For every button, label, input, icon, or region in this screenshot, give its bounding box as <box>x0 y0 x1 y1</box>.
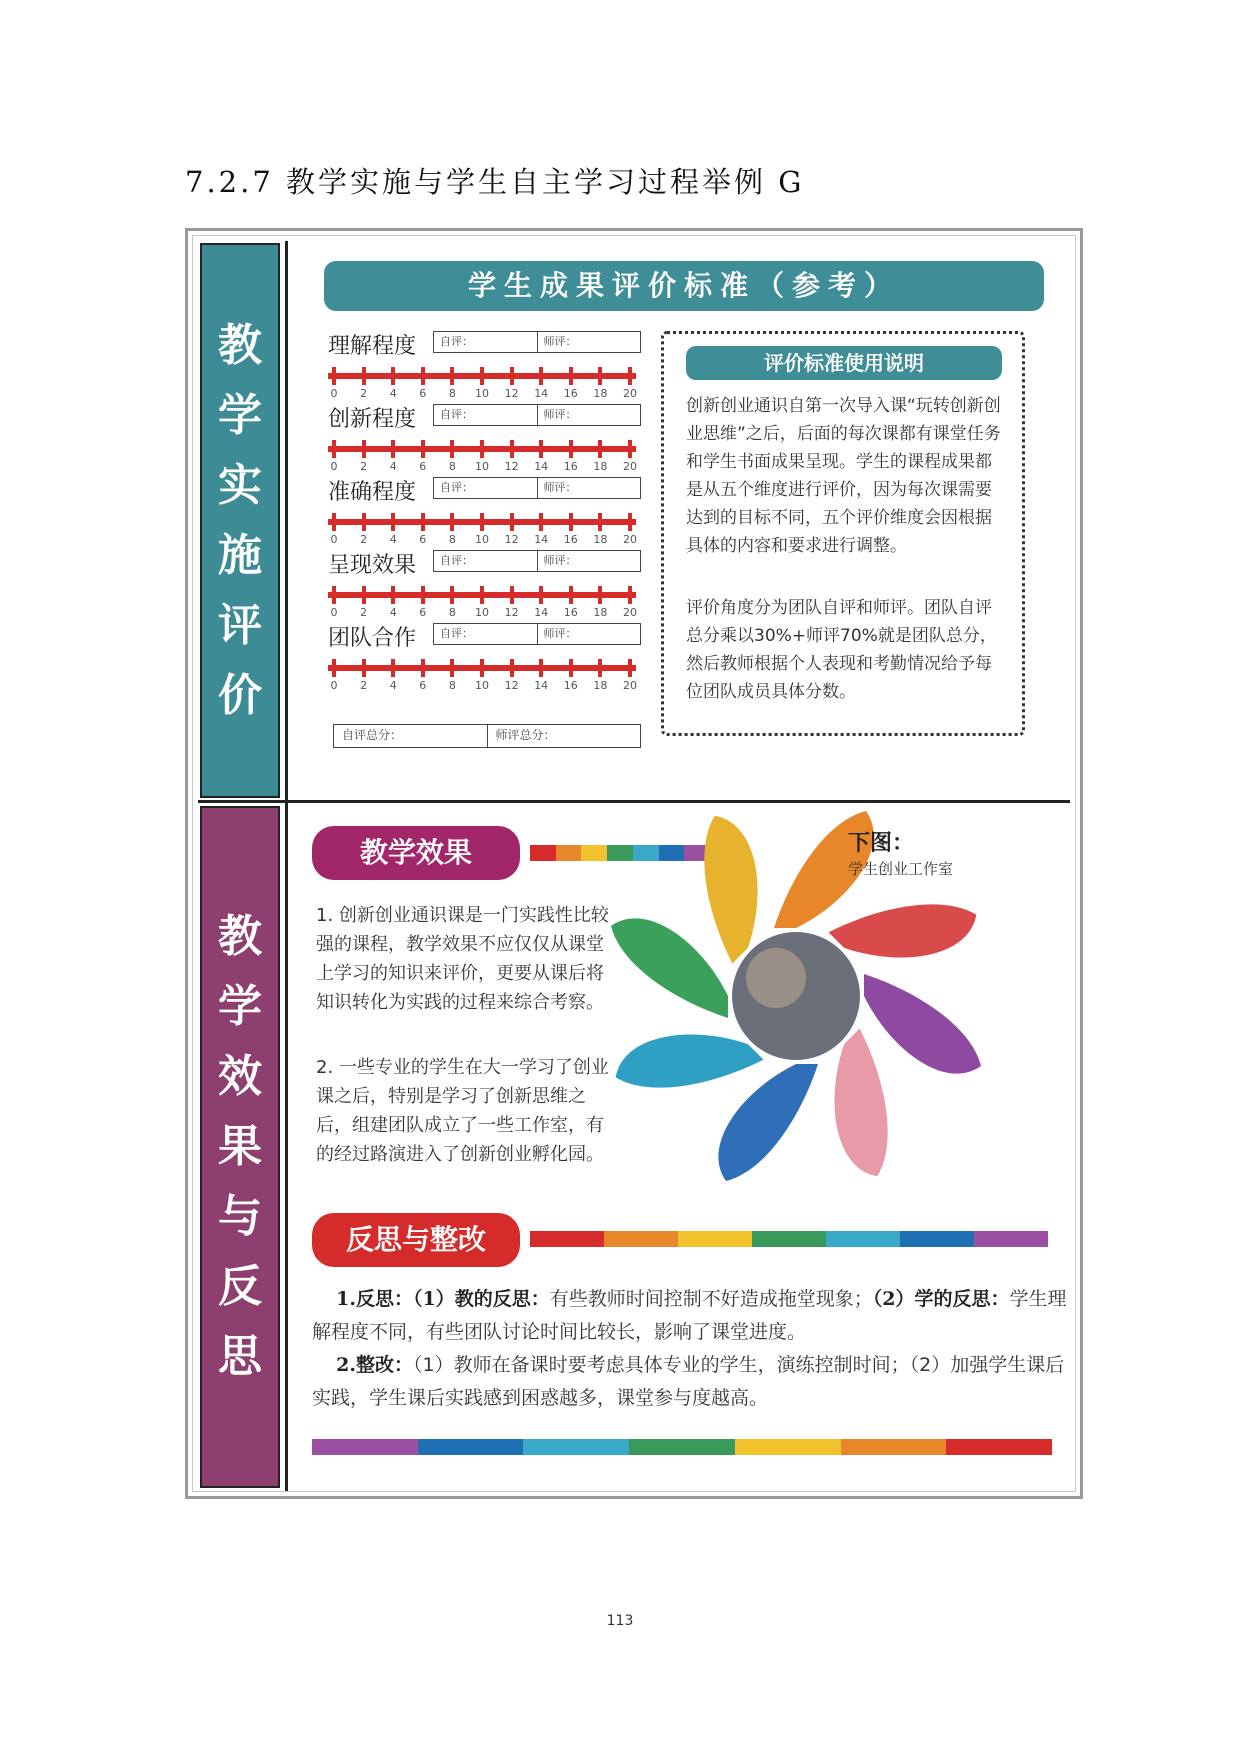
criterion-label: 创新程度 <box>328 407 417 432</box>
ruler-tick <box>362 440 366 458</box>
strip-segment <box>530 1231 604 1247</box>
teacher-total-label: 师评总分： <box>487 725 641 747</box>
side-char: 评 <box>218 599 262 651</box>
ruler-tick <box>421 367 425 385</box>
ruler-tick <box>510 367 514 385</box>
ruler-tick <box>362 586 366 604</box>
ruler-number: 16 <box>563 679 578 692</box>
ruler-numbers <box>328 387 636 401</box>
criterion-label: 理解程度 <box>328 334 417 359</box>
ruler-tick <box>332 513 336 531</box>
ruler-tick <box>332 659 336 677</box>
ruler-tick <box>539 586 543 604</box>
criterion-row <box>328 329 646 404</box>
strip-segment <box>530 845 556 861</box>
ruler-tick <box>598 586 602 604</box>
ruler-number: 2 <box>360 533 368 546</box>
ruler-tick <box>421 513 425 531</box>
strip-segment <box>523 1439 629 1455</box>
strip-segment <box>678 1231 752 1247</box>
strip-segment <box>946 1439 1052 1455</box>
ruler-number: 8 <box>448 679 456 692</box>
teaching-reflection-text: 有些教师时间控制不好造成拖堂现象； <box>549 1288 873 1310</box>
score-ruler <box>328 440 636 458</box>
criterion-score-box <box>433 477 641 499</box>
ruler-number: 14 <box>534 387 549 400</box>
reflection-title: 反思与整改 <box>312 1213 520 1267</box>
ruler-number: 6 <box>419 533 427 546</box>
color-strip <box>530 1231 1048 1247</box>
ruler-tick <box>569 659 573 677</box>
teacher-score-label: 师评： <box>537 551 641 571</box>
ruler-tick <box>332 367 336 385</box>
ruler-number: 2 <box>360 606 368 619</box>
ruler-tick <box>332 586 336 604</box>
ruler-tick <box>362 513 366 531</box>
reflection-text <box>312 1283 1072 1415</box>
criterion-row <box>328 402 646 477</box>
ruler-tick <box>569 586 573 604</box>
effect-paragraph-1: 1. 创新创业通识课是一门实践性比较强的课程，教学效果不应仅仅从课堂上学习的知识来评价，更要从课后将知识转化为实践的过程来综合考察。 <box>316 905 609 1013</box>
ruler-number: 16 <box>563 533 578 546</box>
ruler-tick <box>598 367 602 385</box>
ruler-tick <box>510 513 514 531</box>
criterion-row <box>328 475 646 550</box>
ruler-tick <box>539 440 543 458</box>
ruler-number: 6 <box>419 679 427 692</box>
ruler-tick <box>569 367 573 385</box>
ruler-tick <box>450 367 454 385</box>
ruler-tick <box>480 659 484 677</box>
ruler-tick <box>628 440 632 458</box>
learning-reflection-label: （2）学的反思： <box>872 1288 1010 1310</box>
score-ruler <box>328 659 636 677</box>
side-char: 果 <box>218 1121 262 1172</box>
strip-segment <box>604 1231 678 1247</box>
pinwheel-petal <box>864 974 981 1074</box>
ruler-tick <box>391 586 395 604</box>
ruler-number: 8 <box>448 533 456 546</box>
ruler-tick <box>510 659 514 677</box>
teacher-score-label: 师评： <box>537 332 641 352</box>
ruler-tick <box>421 659 425 677</box>
self-score-label: 自评： <box>440 481 473 494</box>
ruler-tick <box>539 659 543 677</box>
criterion-label: 团队合作 <box>328 626 417 651</box>
ruler-tick <box>421 440 425 458</box>
ruler-tick <box>628 586 632 604</box>
ruler-number: 16 <box>563 387 578 400</box>
strip-segment <box>752 1231 826 1247</box>
criterion-score-box <box>433 550 641 572</box>
criterion-row <box>328 621 646 696</box>
strip-segment <box>581 845 607 861</box>
ruler-number: 0 <box>330 679 338 692</box>
ruler-tick <box>480 440 484 458</box>
criterion-score-box <box>433 331 641 353</box>
ruler-tick <box>450 513 454 531</box>
score-ruler <box>328 513 636 531</box>
ruler-number: 4 <box>389 387 397 400</box>
ruler-tick <box>391 513 395 531</box>
usage-notes-panel <box>661 331 1025 736</box>
strip-segment <box>841 1439 947 1455</box>
ruler-number: 12 <box>504 606 519 619</box>
strip-segment <box>900 1231 974 1247</box>
ruler-number: 4 <box>389 533 397 546</box>
ruler-tick <box>569 513 573 531</box>
column-divider <box>285 241 288 1491</box>
side-char: 学 <box>218 981 262 1032</box>
strip-segment <box>735 1439 841 1455</box>
ruler-tick <box>450 440 454 458</box>
side-char: 教 <box>218 319 262 371</box>
ruler-number: 16 <box>563 460 578 473</box>
illustration-title: 下图： <box>848 830 915 856</box>
section-divider <box>198 800 1070 803</box>
section-heading: 7.2.7 教学实施与学生自主学习过程举例 G <box>185 165 805 199</box>
ruler-number: 8 <box>448 460 456 473</box>
side-char: 思 <box>218 1331 262 1382</box>
ruler-tick <box>628 659 632 677</box>
ruler-number: 14 <box>534 606 549 619</box>
usage-notes-paragraph-1: 创新创业通识自第一次导入课“玩转创新创业思维”之后，后面的每次课都有课堂任务和学生书面成果呈现。学生的课程成果都是从五个维度进行评价，因为每次课需要达到的目标不同，五个评价维度会因根据具体的内容和要求进行调整。 <box>686 396 1001 556</box>
ruler-tick <box>391 659 395 677</box>
ruler-number: 0 <box>330 606 338 619</box>
ruler-number: 2 <box>360 679 368 692</box>
ruler-number: 14 <box>534 533 549 546</box>
strip-segment <box>418 1439 524 1455</box>
teaching-effect-title: 教学效果 <box>312 826 520 880</box>
effect-paragraph-2: 2. 一些专业的学生在大一学习了创业课之后，特别是学习了创新思维之后，组建团队成立了一些工作室，有的经过路演进入了创新创业孵化园。 <box>316 1057 609 1165</box>
side-label-effect-reflection <box>200 806 280 1488</box>
ruler-tick <box>480 367 484 385</box>
ruler-tick <box>598 659 602 677</box>
ruler-tick <box>362 367 366 385</box>
ruler-number: 10 <box>475 387 489 400</box>
criterion-score-box <box>433 404 641 426</box>
ruler-number: 0 <box>330 387 338 400</box>
ruler-tick <box>628 367 632 385</box>
ruler-number: 20 <box>623 460 637 473</box>
ruler-number: 16 <box>563 606 578 619</box>
teacher-score-label: 师评： <box>537 478 641 498</box>
ruler-numbers <box>328 460 636 474</box>
strip-segment <box>974 1231 1048 1247</box>
ruler-numbers <box>328 679 636 693</box>
strip-segment <box>629 1439 735 1455</box>
ruler-number: 0 <box>330 460 338 473</box>
teaching-poster <box>185 228 1083 1499</box>
strip-segment <box>556 845 582 861</box>
score-ruler <box>328 367 636 385</box>
side-label-teaching-evaluation <box>200 243 280 798</box>
ruler-tick <box>450 659 454 677</box>
ruler-number: 6 <box>419 606 427 619</box>
criterion-score-box <box>433 623 641 645</box>
side-char: 与 <box>218 1191 262 1242</box>
criterion-row <box>328 548 646 623</box>
ruler-number: 12 <box>504 460 519 473</box>
ruler-number: 8 <box>448 606 456 619</box>
usage-notes-paragraph-2: 评价角度分为团队自评和师评。团队自评总分乘以30%+师评70%就是团队总分，然后教师根据个人表现和考勤情况给予每位团队成员具体分数。 <box>686 598 997 702</box>
side-char: 价 <box>218 669 262 721</box>
ruler-tick <box>569 440 573 458</box>
ruler-numbers <box>328 533 636 547</box>
color-strip <box>312 1439 1052 1455</box>
self-score-label: 自评： <box>440 627 473 640</box>
self-score-label: 自评： <box>440 408 473 421</box>
ruler-number: 20 <box>623 679 637 692</box>
teacher-score-label: 师评： <box>537 405 641 425</box>
ruler-tick <box>332 440 336 458</box>
ruler-tick <box>362 659 366 677</box>
ruler-tick <box>539 367 543 385</box>
rectification-text: （1）教师在备课时要考虑具体专业的学生，演练控制时间；（2）加强学生课后实践，学生课后实践感到困惑越多，课堂参与度越高。 <box>312 1354 1065 1409</box>
self-score-label: 自评： <box>440 554 473 567</box>
ruler-number: 20 <box>623 606 637 619</box>
side-char: 反 <box>218 1261 262 1312</box>
ruler-number: 2 <box>360 387 368 400</box>
ruler-number: 14 <box>534 460 549 473</box>
ruler-tick <box>510 440 514 458</box>
side-char: 实 <box>218 459 262 511</box>
pinwheel-petal <box>611 918 728 1018</box>
side-char: 教 <box>218 911 262 962</box>
rectification-label: 2.整改： <box>336 1354 414 1376</box>
ruler-number: 10 <box>475 533 489 546</box>
ruler-number: 12 <box>504 533 519 546</box>
reflection-label: 1.反思： <box>336 1288 414 1310</box>
page-number: 113 <box>606 1613 634 1629</box>
ruler-numbers <box>328 606 636 620</box>
side-char: 效 <box>218 1051 262 1102</box>
teacher-score-label: 师评： <box>537 624 641 644</box>
ruler-number: 20 <box>623 387 637 400</box>
usage-notes-title: 评价标准使用说明 <box>686 346 1002 380</box>
ruler-tick <box>539 513 543 531</box>
ruler-number: 0 <box>330 533 338 546</box>
score-ruler <box>328 586 636 604</box>
pinwheel-petal <box>718 1064 818 1181</box>
photo-figure <box>746 948 806 1008</box>
ruler-number: 8 <box>448 387 456 400</box>
side-char: 施 <box>218 529 262 581</box>
ruler-tick <box>391 440 395 458</box>
ruler-number: 14 <box>534 679 549 692</box>
ruler-tick <box>628 513 632 531</box>
ruler-tick <box>510 586 514 604</box>
ruler-number: 12 <box>504 679 519 692</box>
ruler-number: 18 <box>593 533 608 546</box>
ruler-number: 4 <box>389 606 397 619</box>
self-total-label: 自评总分： <box>342 728 403 742</box>
ruler-number: 18 <box>593 679 608 692</box>
ruler-number: 18 <box>593 460 608 473</box>
ruler-number: 10 <box>475 460 489 473</box>
ruler-tick <box>480 586 484 604</box>
ruler-tick <box>598 513 602 531</box>
ruler-tick <box>421 586 425 604</box>
ruler-number: 4 <box>389 679 397 692</box>
teaching-reflection-label: （1）教的反思： <box>413 1288 550 1310</box>
ruler-number: 18 <box>593 606 608 619</box>
ruler-number: 4 <box>389 460 397 473</box>
ruler-number: 18 <box>593 387 608 400</box>
ruler-number: 2 <box>360 460 368 473</box>
learning-reflection-text: 学生理解程度不同，有些团队讨论时间比较长，影响了课堂进度。 <box>312 1288 1067 1343</box>
ruler-tick <box>598 440 602 458</box>
self-score-label: 自评： <box>440 335 473 348</box>
strip-segment <box>826 1231 900 1247</box>
criterion-label: 准确程度 <box>328 480 417 505</box>
ruler-number: 6 <box>419 387 427 400</box>
ruler-tick <box>480 513 484 531</box>
total-score-box <box>333 724 641 748</box>
ruler-number: 12 <box>504 387 519 400</box>
side-char: 学 <box>218 389 262 441</box>
ruler-number: 10 <box>475 679 489 692</box>
criteria-banner: 学生成果评价标准（参考） <box>324 261 1044 311</box>
ruler-number: 6 <box>419 460 427 473</box>
strip-segment <box>312 1439 418 1455</box>
ruler-tick <box>450 586 454 604</box>
criterion-label: 呈现效果 <box>328 553 417 578</box>
illustration-caption: 学生创业工作室 <box>848 860 954 878</box>
ruler-number: 10 <box>475 606 489 619</box>
ruler-number: 20 <box>623 533 637 546</box>
ruler-tick <box>391 367 395 385</box>
